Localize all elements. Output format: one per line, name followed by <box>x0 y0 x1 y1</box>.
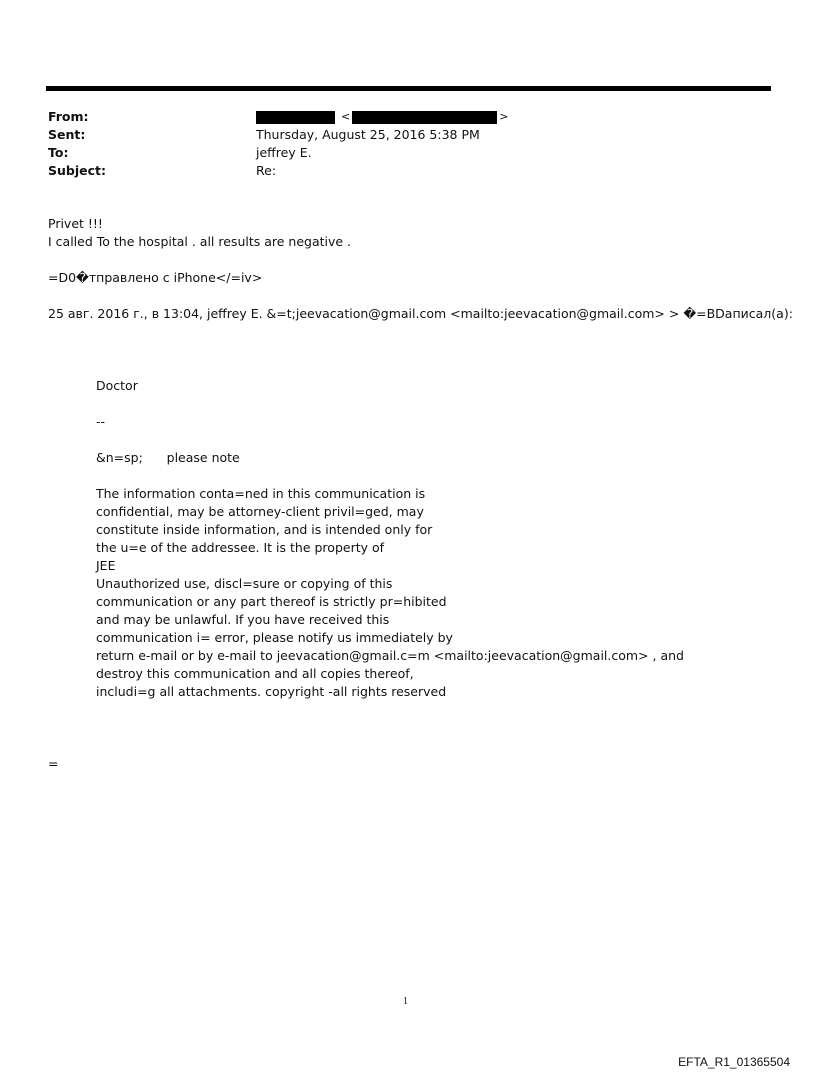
to-label: To: <box>48 145 69 160</box>
sent-row <box>48 126 510 144</box>
subject-row <box>48 162 510 180</box>
from-value <box>256 108 510 126</box>
document-id: EFTA_R1_01365504 <box>678 1055 790 1069</box>
disclaimer-line: Unauthorized use, discl=sure or copying of this <box>96 576 393 591</box>
header-rule <box>46 86 771 91</box>
from-label: From: <box>48 109 89 124</box>
from-row <box>48 108 510 126</box>
to-row <box>48 144 510 162</box>
disclaimer-line: JEE <box>96 558 116 573</box>
disclaimer-line: includi=g all attachments. copyright -all rights reserved <box>96 684 447 699</box>
disclaimer-line: destroy this communication and all copies thereof, <box>96 666 414 681</box>
from-close-bracket: > <box>499 110 509 123</box>
sent-label: Sent: <box>48 127 86 142</box>
message-line: I called To the hospital . all results are negative . <box>48 234 352 249</box>
email-header <box>48 108 510 180</box>
disclaimer-line: and may be unlawful. If you have received this <box>96 612 390 627</box>
page-number: 1 <box>403 996 408 1007</box>
from-open-bracket: < <box>341 110 351 123</box>
sent-from-line: =D0�тправлено с iPhone</=iv> <box>48 270 263 285</box>
disclaimer-line: communication or any part thereof is strictly pr=hibited <box>96 594 447 609</box>
quoted-doctor: Doctor <box>96 378 138 393</box>
disclaimer-line: communication i= error, please notify us immediately by <box>96 630 453 645</box>
disclaimer-line: constitute inside information, and is intended only for <box>96 522 433 537</box>
disclaimer-line: the u=e of the addressee. It is the property of <box>96 540 385 555</box>
quoted-note: &n=sp; please note <box>96 450 240 465</box>
subject-value: Re: <box>256 163 277 178</box>
disclaimer-line: confidential, may be attorney-client privil=ged, may <box>96 504 424 519</box>
quoted-dashes: -- <box>96 414 106 429</box>
disclaimer-line: return e-mail or by e-mail to jeevacation@gmail.c=m <mailto:jeevacation@gmail.com> , and <box>96 648 684 663</box>
disclaimer-block <box>96 485 684 701</box>
redaction-box <box>352 111 497 124</box>
redaction-box <box>256 111 335 124</box>
disclaimer-line: The information conta=ned in this communication is <box>96 486 426 501</box>
subject-label: Subject: <box>48 163 106 178</box>
to-value: jeffrey E. <box>256 145 312 160</box>
sent-value: Thursday, August 25, 2016 5:38 PM <box>256 127 480 142</box>
reply-intro: 25 авг. 2016 г., в 13:04, jeffrey E. &=t;jeevacation@gmail.com <mailto:jeevacation@gmail.com> > �=BDаписал(а): <box>48 306 793 321</box>
trailing-equals: = <box>48 756 59 771</box>
greeting: Privet !!! <box>48 216 103 231</box>
